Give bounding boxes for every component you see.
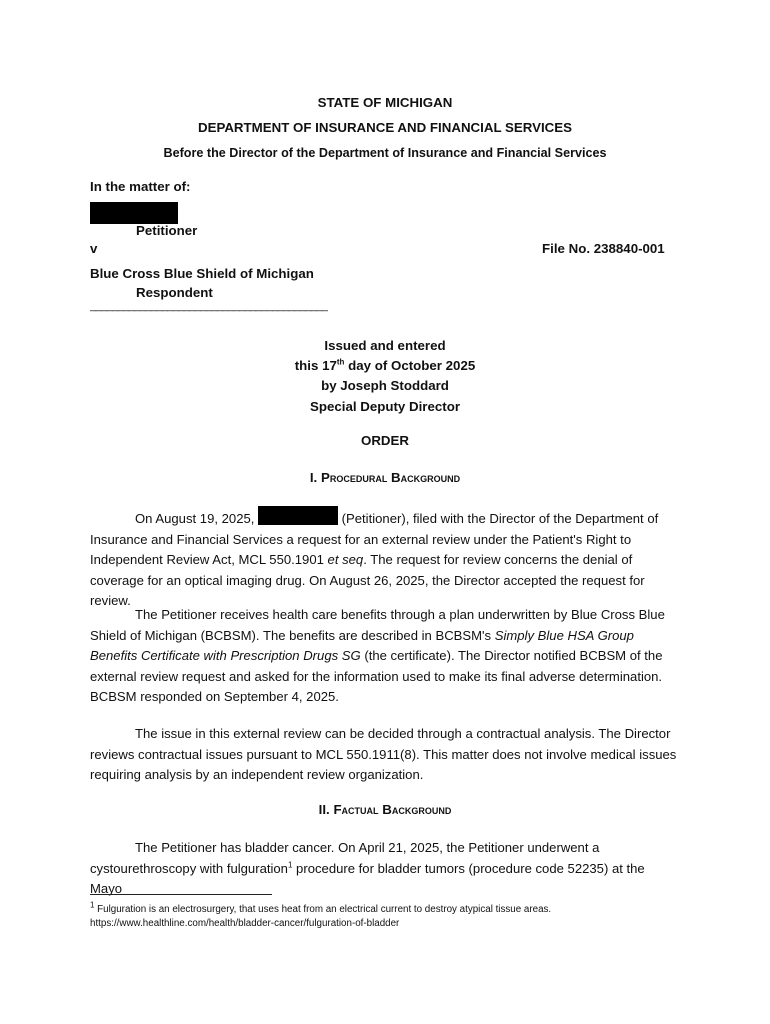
- respondent-label: Respondent: [136, 285, 213, 300]
- section-2-heading: II. Factual Background: [318, 802, 452, 817]
- section-1-heading: I. Procedural Background: [309, 470, 461, 485]
- issued-line-3: by Joseph Stoddard: [321, 378, 449, 393]
- paragraph-procedural-3: The issue in this external review can be decided through a contractual analysis. The Director reviews contractual issues pursuant to MCL 550.1911(8). This matter does not involve medical issues requiring analysis by an independent review organization.: [90, 726, 677, 782]
- issued-line-4: Special Deputy Director: [309, 399, 460, 414]
- paragraph-procedural-2: The Petitioner receives health care benefits through a plan underwritten by Blue Cross Blue Shield of Michigan (BCBSM). The benefits are described in BCBSM's Simply Blue HSA Group Benefits Certificate with Prescription Drugs SG (the certificate). The Director notified BCBSM of the external review request and asked for the information used to make its final adverse determination. BCBSM responded on September 4, 2025.: [90, 607, 665, 704]
- state-heading: STATE OF MICHIGAN: [317, 95, 453, 110]
- footnote-separator: [90, 894, 272, 895]
- issued-line-2: this 17th day of October 2025: [294, 357, 476, 373]
- file-number: File No. 238840-001: [542, 241, 665, 256]
- issued-line-1: Issued and entered: [324, 338, 446, 353]
- footnote-1-line-1: $^1$ Fulguration is an electrosurgery, that uses heat from an electrical current to destroy atypical tissue areas.: [90, 900, 552, 915]
- petitioner-label: Petitioner: [136, 223, 198, 238]
- department-heading: DEPARTMENT OF INSURANCE AND FINANCIAL SERVICES: [197, 120, 573, 135]
- paragraph-procedural-1: On August 19, 2025, (Petitioner), filed with the Director of the Department of Insurance and Financial Services a request for an external review under the Patient's Right to Independent Review Act, MCL 550.1901 et seq. The request for review concerns the denial of coverage for an optical imaging drug. On August 26, 2025, the Director accepted the request for review.: [90, 506, 678, 612]
- petitioner-name-redaction: [90, 202, 178, 224]
- order-title: ORDER: [360, 433, 410, 448]
- versus-label: v: [90, 241, 98, 256]
- footnote-1-url: https://www.healthline.com/health/bladder-cancer/fulguration-of-bladder: [90, 918, 400, 929]
- respondent-name: Blue Cross Blue Shield of Michigan: [90, 266, 314, 281]
- caption-rule: ___________________________________________: [90, 300, 328, 312]
- petitioner-redaction-inline: [258, 506, 338, 525]
- before-director-line: Before the Director of the Department of Insurance and Financial Services: [163, 146, 607, 160]
- in-the-matter-label: In the matter of:: [90, 179, 191, 194]
- paragraph-factual-1: The Petitioner has bladder cancer. On April 21, 2025, the Petitioner underwent a cystourethroscopy with fulguration$^1$ procedure for bladder tumors (procedure code 52235) at the Mayo: [90, 840, 645, 896]
